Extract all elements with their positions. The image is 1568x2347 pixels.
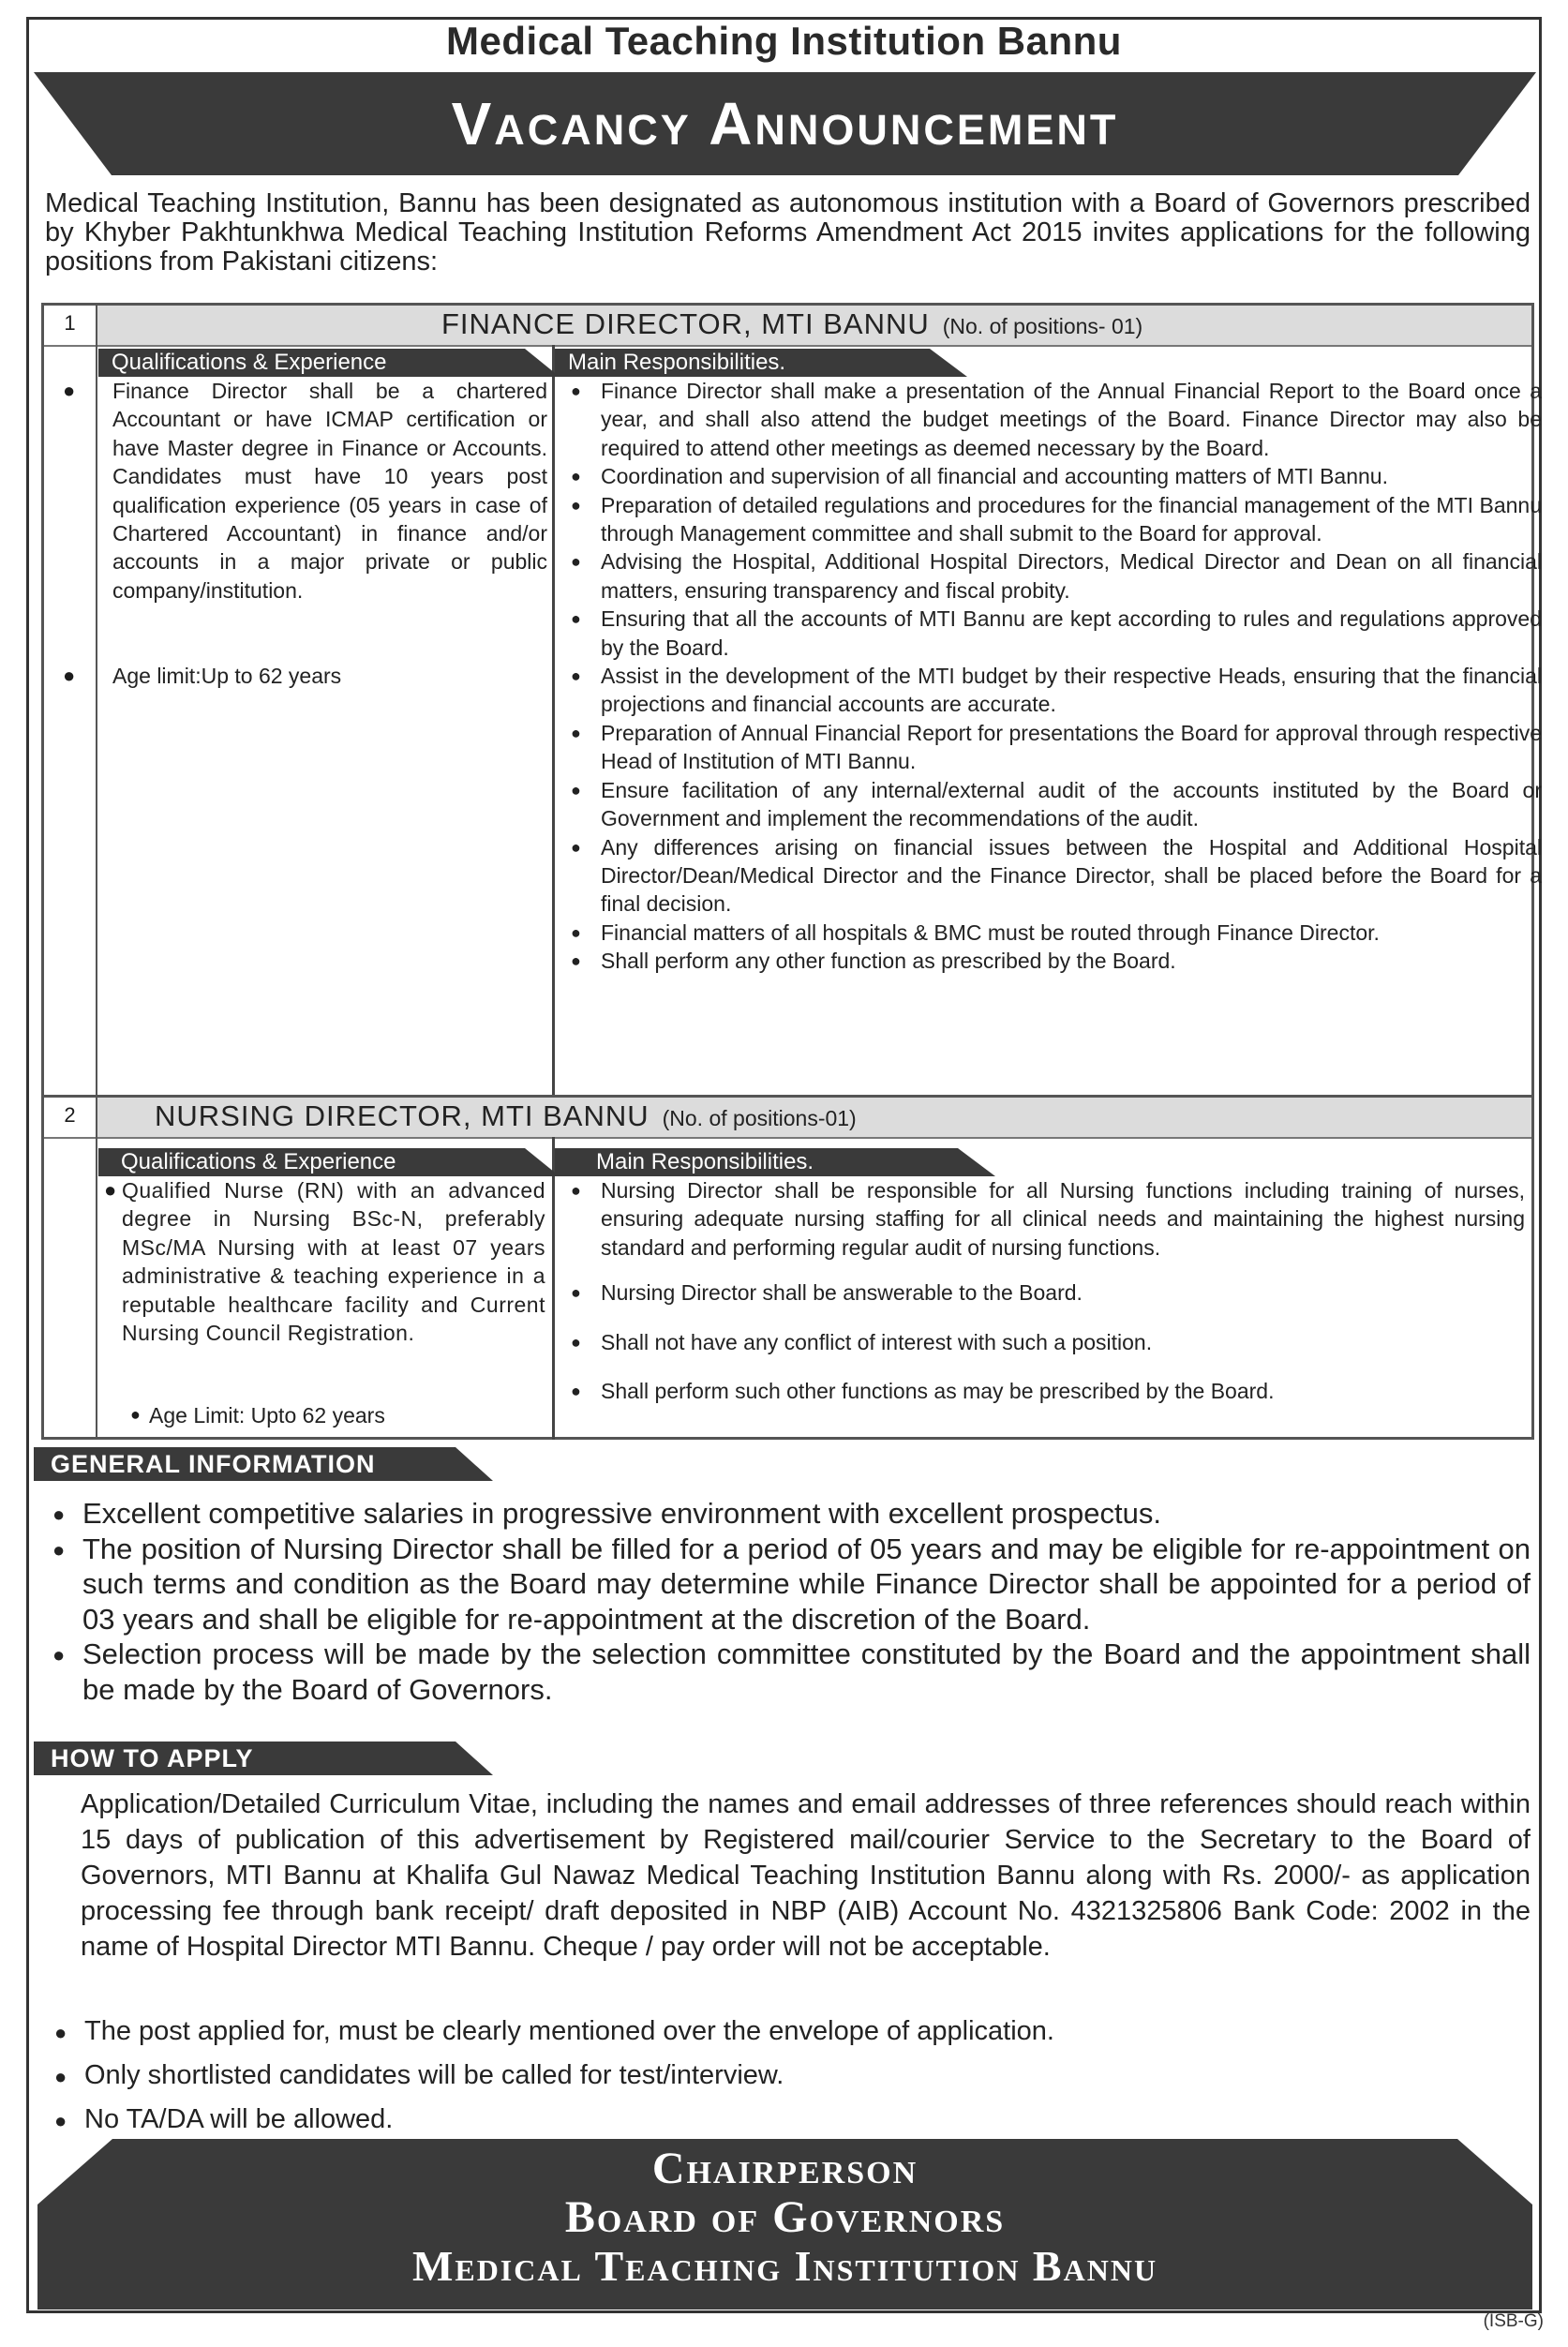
position-1-title: FINANCE DIRECTOR, MTI BANNU (No. of positions- 01) [441, 307, 1143, 340]
position-1-age-limit: Age limit:Up to 62 years [112, 664, 342, 688]
list-item: ● Shall perform any other function as prescribed by the Board. [565, 947, 1542, 975]
publication-code: (ISB-G) [1483, 2311, 1544, 2331]
position-2-qualification: Qualified Nurse (RN) with an advanced degree in Nursing BSc-N, preferably MSc/MA Nursing with at least 07 years administrative & teaching experience in a reputable healthcare facility and Current Nursing Council Registration. [122, 1178, 545, 1346]
list-item: ● Ensure facilitation of any internal/external audit of the accounts instituted by the Board or Government and implement the recommendations of the audit. [565, 776, 1542, 833]
footer-institution: Medical Teaching Institution Bannu [411, 2242, 1158, 2290]
list-item: ● Only shortlisted candidates will be called for test/interview. [54, 2054, 1532, 2098]
position-1-responsibilities [565, 377, 1542, 976]
list-item: ● Preparation of Annual Financial Report for presentations the Board for approval through respective Head of Institution of MTI Bannu. [565, 719, 1542, 776]
position-1-count: (No. of positions- 01) [942, 314, 1143, 338]
list-item: ● Nursing Director shall be answerable to the Board. [565, 1278, 1525, 1307]
list-item: ● Nursing Director shall be responsible for all Nursing functions including training of nurses, ensuring adequate nursing staffing for all clinical needs and maintaining the highest nursing standard and performing regular audit of nursing functions. [565, 1176, 1525, 1262]
position-2-title: NURSING DIRECTOR, MTI BANNU (No. of positions-01) [155, 1099, 857, 1132]
general-information-heading: GENERAL INFORMATION [34, 1447, 510, 1481]
column-divider [552, 1137, 555, 1440]
responsibilities-tab: Main Responsibilities. [555, 349, 967, 377]
list-item: ● Finance Director shall make a presentation of the Annual Financial Report to the Board once a year, and shall also attend the budget meetings of the Board. Finance Director may also be required to attend other meetings as deemed necessary by the Board. [565, 377, 1542, 462]
list-item: ● The post applied for, must be clearly mentioned over the envelope of application. [54, 2010, 1532, 2054]
how-to-apply-heading: HOW TO APPLY [34, 1742, 510, 1775]
bullet-icon: ● [104, 1178, 117, 1202]
list-item: ● Excellent competitive salaries in progressive environment with excellent prospectus. [52, 1496, 1531, 1532]
list-item: ● Shall not have any conflict of interest with such a position. [565, 1328, 1525, 1356]
institution-title: Medical Teaching Institution Bannu [446, 19, 1122, 63]
number-column-divider [96, 345, 97, 1098]
bullet-icon: ● [130, 1405, 141, 1424]
position-2-header [44, 1098, 1531, 1139]
list-item: ● Financial matters of all hospitals & BMC must be routed through Finance Director. [565, 919, 1542, 947]
position-1-header [44, 306, 1531, 347]
position-2-count: (No. of positions-01) [662, 1106, 857, 1130]
qualifications-tab: Qualifications & Experience [98, 1148, 560, 1176]
position-2-age-limit: Age Limit: Upto 62 years [149, 1403, 385, 1428]
bullet-icon: ● [63, 664, 76, 687]
position-1-qualification: Finance Director shall be a chartered Accountant or have ICMAP certification or have Master degree in Finance or Accounts. Candidates must have 10 years post qualification experience (05 years in case of Chartered Accountant) in finance and/or accounts in a major private or public company/institution. [112, 379, 547, 603]
how-to-apply-list [54, 2010, 1532, 2142]
banner-title: Vacancy Announcement [451, 90, 1119, 157]
number-column-divider [96, 1137, 97, 1440]
list-item: ● Selection process will be made by the selection committee constituted by the Board and the appointment shall be made by the Board of Governors. [52, 1637, 1531, 1707]
footer-chairperson: Chairperson [651, 2144, 918, 2193]
list-item: ● Preparation of detailed regulations and procedures for the financial management of the MTI Bannu through Management committee and shall submit to the Board for approval. [565, 491, 1542, 548]
footer-banner [37, 2139, 1532, 2310]
list-item: ● Shall perform such other functions as may be prescribed by the Board. [565, 1377, 1525, 1405]
list-item: ● Coordination and supervision of all financial and accounting matters of MTI Bannu. [565, 462, 1542, 490]
column-divider [552, 345, 555, 1098]
list-item: ● Any differences arising on financial issues between the Hospital and Additional Hospital Director/Dean/Medical Director and the Finance Director, shall be placed before the Board for a final decision. [565, 833, 1542, 919]
vacancy-banner [34, 67, 1536, 180]
position-2-responsibilities [565, 1176, 1525, 1405]
how-to-apply-paragraph: Application/Detailed Curriculum Vitae, including the names and email addresses of three references should reach within 15 days of publication of this advertisement by Registered mail/courier Service to the Secretary to the Board of Governors, MTI Bannu at Khalifa Gul Nawaz Medical Teaching Institution Bannu along with Rs. 2000/- as application processing fee through bank receipt/ draft deposited in NBP (AIB) Account No. 4321325806 Bank Code: 2002 in the name of Hospital Director MTI Bannu. Cheque / pay order will not be acceptable. [81, 1789, 1531, 1962]
footer-board: Board of Governors [564, 2192, 1006, 2242]
footer-signature [37, 2145, 1532, 2291]
position-1-number: 1 [44, 306, 97, 345]
responsibilities-tab: Main Responsibilities. [555, 1148, 995, 1176]
general-information-list [52, 1496, 1531, 1707]
list-item: ● The position of Nursing Director shall be filled for a period of 05 years and may be eligible for re-appointment on such terms and condition as the Board may determine while Finance Director shall be appointed for a period of 03 years and shall be eligible for re-appointment at the discretion of the Board. [52, 1532, 1531, 1637]
list-item: ● Ensuring that all the accounts of MTI Bannu are kept according to rules and regulations approved by the Board. [565, 605, 1542, 662]
bullet-icon: ● [63, 379, 76, 402]
qualifications-tab: Qualifications & Experience [98, 349, 560, 377]
intro-paragraph: Medical Teaching Institution, Bannu has been designated as autonomous institution with a Board of Governors prescribed by Khyber Pakhtunkhwa Medical Teaching Institution Reforms Amendment Act 2015 invites applications for the following positions from Pakistani citizens: [45, 188, 1531, 277]
list-item: ● No TA/DA will be allowed. [54, 2098, 1532, 2142]
position-2-box [41, 1095, 1534, 1440]
list-item: ● Advising the Hospital, Additional Hospital Directors, Medical Director and Dean on all financial matters, ensuring transparency and fiscal probity. [565, 547, 1542, 605]
position-1-box [41, 303, 1542, 1098]
position-2-number: 2 [44, 1098, 97, 1137]
list-item: ● Assist in the development of the MTI budget by their respective Heads, ensuring that the financial projections and financial accounts are accurate. [565, 662, 1542, 719]
